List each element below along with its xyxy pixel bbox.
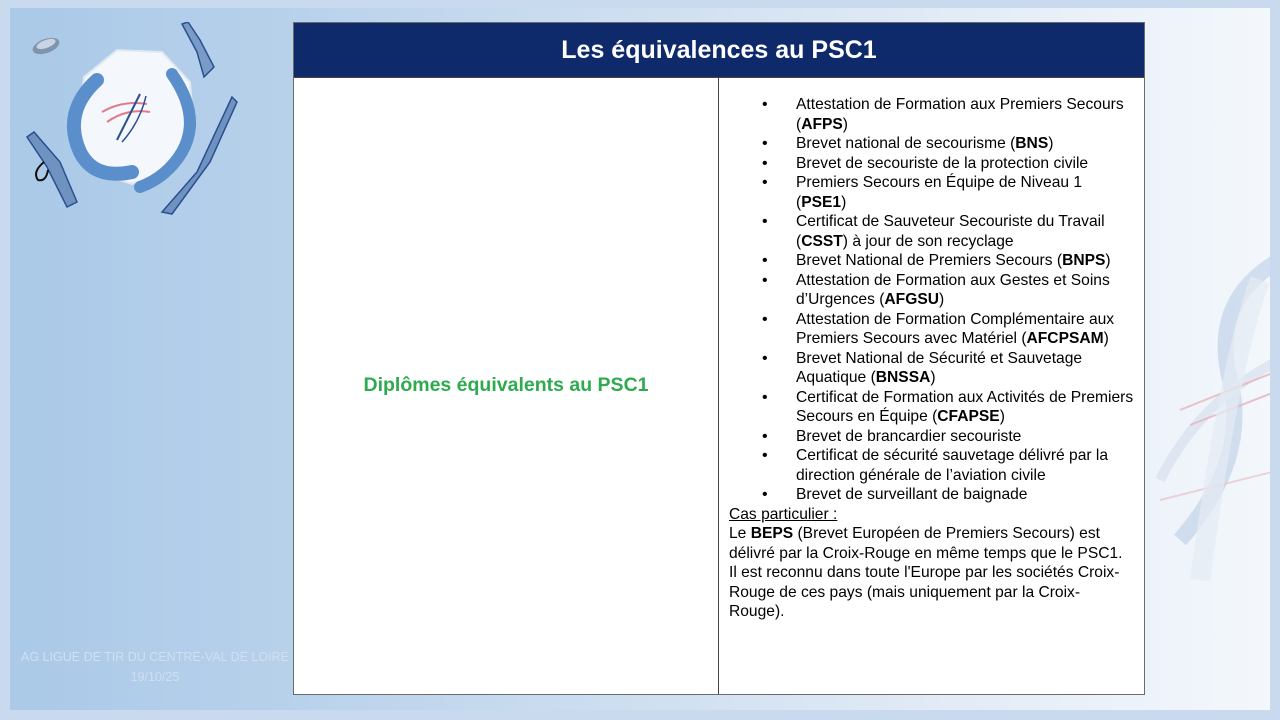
diploma-acronym: CSST: [801, 232, 843, 250]
diploma-name: Brevet de secouriste de la protection civile: [796, 154, 1089, 172]
diploma-name: Brevet de surveillant de baignade: [796, 486, 1028, 503]
diploma-list-item: [796, 388, 1134, 427]
diploma-list-item: [796, 134, 1134, 154]
footer: [14, 647, 296, 687]
diploma-name: Attestation de Formation aux Gestes et Soins d’Urgences (: [796, 271, 1110, 308]
diploma-suffix: ): [842, 115, 848, 133]
decorative-swoosh-icon: [1140, 240, 1280, 600]
diploma-list-item: [796, 95, 1134, 134]
diploma-list-item: [796, 349, 1134, 388]
diploma-suffix: ) à jour de son recyclage: [842, 232, 1014, 250]
special-case-text-pre: Le: [729, 525, 751, 542]
special-case-text-bold: BEPS: [750, 525, 794, 542]
diploma-suffix: ): [938, 291, 945, 308]
diploma-list-item: [796, 173, 1134, 212]
table-body: [294, 77, 1144, 694]
equivalent-diplomas-label: Diplômes équivalents au PSC1: [363, 374, 649, 396]
diploma-name: Premiers Secours en Équipe de Niveau 1 (: [796, 174, 1083, 211]
league-logo-icon: [22, 22, 242, 222]
diploma-list-item: [796, 446, 1134, 485]
diploma-name: Attestation de Formation Complémentaire aux Premiers Secours avec Matériel (: [796, 310, 1115, 347]
diploma-name: Brevet de brancardier secouriste: [796, 427, 1022, 445]
diploma-list-item: [796, 310, 1134, 349]
diploma-list-item: [796, 427, 1134, 447]
diploma-list-item: [796, 212, 1134, 251]
diploma-list: [729, 95, 1134, 505]
diploma-acronym: BNPS: [1062, 252, 1106, 269]
diploma-list-item: [796, 154, 1134, 174]
diploma-suffix: ): [841, 193, 847, 211]
diploma-suffix: ): [1105, 252, 1111, 269]
diploma-name: Brevet National de Premiers Secours (: [796, 252, 1063, 269]
diploma-acronym: AFGSU: [884, 291, 939, 308]
diploma-name: Attestation de Formation aux Premiers Secours (: [796, 96, 1124, 133]
diploma-acronym: BNSSA: [875, 369, 931, 386]
diploma-acronym: CFAPSE: [937, 408, 1000, 425]
diploma-list-item: [796, 485, 1134, 505]
diploma-name: Certificat de Formation aux Activités de Premiers Secours en Équipe (: [796, 388, 1134, 425]
special-case-title: Cas particulier :: [729, 505, 838, 523]
diploma-suffix: ): [1048, 135, 1054, 152]
diploma-acronym: BNS: [1015, 135, 1049, 152]
diploma-suffix: ): [1103, 330, 1109, 347]
special-case-text: [729, 524, 1134, 622]
table-title: Les équivalences au PSC1: [294, 23, 1144, 78]
diploma-acronym: AFPS: [801, 115, 843, 133]
diploma-list-item: [796, 271, 1134, 310]
diploma-name: Brevet national de secourisme (: [796, 135, 1016, 152]
left-cell: [294, 77, 719, 694]
right-cell: [719, 77, 1144, 694]
diploma-suffix: ): [999, 408, 1005, 425]
diploma-list-item: [796, 251, 1134, 271]
footer-organization: AG LIGUE DE TIR DU CENTRE-VAL DE LOIRE: [21, 650, 289, 664]
special-case-text-post: (Brevet Européen de Premiers Secours) est délivré par la Croix-Rouge en même temps que le PSC1. Il est reconnu dans toute l'Europe par les sociétés Croix-Rouge de ces pays (mais uniquement par la Croix-Rouge).: [729, 525, 1123, 620]
diploma-acronym: PSE1: [801, 193, 842, 211]
diploma-acronym: AFCPSAM: [1026, 330, 1104, 347]
diploma-suffix: ): [930, 369, 936, 386]
footer-date: 19/10/25: [130, 670, 180, 684]
equivalences-table: [293, 22, 1145, 695]
diploma-name: Certificat de sécurité sauvetage délivré par la direction générale de l’aviation civile: [796, 447, 1109, 484]
diploma-name: Certificat de Sauveteur Secouriste du Travail (: [796, 213, 1105, 250]
diploma-name: Brevet National de Sécurité et Sauvetage Aquatique (: [796, 349, 1083, 386]
